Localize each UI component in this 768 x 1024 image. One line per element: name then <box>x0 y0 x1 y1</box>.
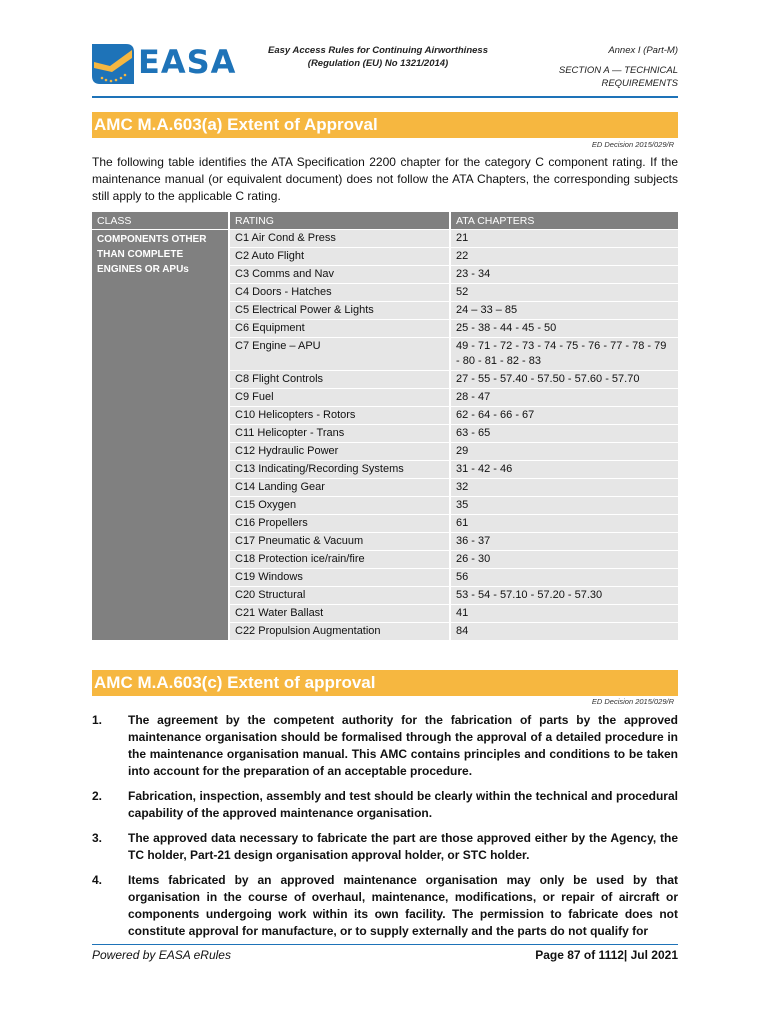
rating-cell: C18 Protection ice/rain/fire <box>229 551 450 569</box>
intro-paragraph: The following table identifies the ATA Specification 2200 chapter for the category C component rating. If the maintenance manual (or equivalent document) does not follow the ATA Chapters, the corresponding subjects still apply to the applicable C rating. <box>92 155 678 203</box>
list-item-number: 3. <box>92 831 103 845</box>
rating-cell: C11 Helicopter - Trans <box>229 425 450 443</box>
rating-cell: C12 Hydraulic Power <box>229 443 450 461</box>
ata-chapters-cell: 32 <box>450 479 678 497</box>
rating-cell: C13 Indicating/Recording Systems <box>229 461 450 479</box>
header-ata-chapters: ATA CHAPTERS <box>450 212 678 230</box>
rating-cell: C2 Auto Flight <box>229 248 450 266</box>
ata-chapters-cell: 31 - 42 - 46 <box>450 461 678 479</box>
document-title-line2: (Regulation (EU) No 1321/2014) <box>307 58 449 69</box>
ata-chapters-cell: 61 <box>450 515 678 533</box>
rating-cell: C17 Pneumatic & Vacuum <box>229 533 450 551</box>
rating-cell: C3 Comms and Nav <box>229 266 450 284</box>
ata-chapters-cell: 36 - 37 <box>450 533 678 551</box>
table-row <box>92 230 678 248</box>
list-item-text: Items fabricated by an approved maintenance organisation may only be used by that organisation in the course of overhaul, maintenance, modifications, or repair of aircraft or components undergoing work within its own facility. The permission to fabricate does not constitute approval for manufacture, or to supply externally and the parts do not qualify for <box>128 873 678 938</box>
section-heading-603c-text: AMC M.A.603(c) Extent of approval <box>94 673 376 692</box>
list-item <box>92 830 678 864</box>
rating-cell: C7 Engine – APU <box>229 338 450 371</box>
ata-chapters-cell: 29 <box>450 443 678 461</box>
ata-chapters-cell: 26 - 30 <box>450 551 678 569</box>
footer-powered-by: Powered by EASA eRules <box>92 948 231 962</box>
ata-chapters-cell: 28 - 47 <box>450 389 678 407</box>
class-cell: COMPONENTS OTHER THAN COMPLETE ENGINES OR APUs <box>92 230 229 641</box>
list-item <box>92 712 678 780</box>
rating-cell: C22 Propulsion Augmentation <box>229 623 450 641</box>
table-header-row <box>92 212 678 230</box>
rating-cell: C20 Structural <box>229 587 450 605</box>
logo-wordmark: EASA <box>138 43 237 81</box>
annex-label: Annex I (Part-M) <box>608 45 678 56</box>
list-item-number: 4. <box>92 873 103 887</box>
section-heading-603c <box>92 670 678 696</box>
list-item <box>92 872 678 940</box>
rating-cell: C16 Propellers <box>229 515 450 533</box>
list-item-text: Fabrication, inspection, assembly and test should be clearly within the technical and procedural capability of the approved maintenance organisation. <box>128 789 678 820</box>
ata-chapters-cell: 56 <box>450 569 678 587</box>
ata-chapters-cell: 63 - 65 <box>450 425 678 443</box>
list-item-text: The approved data necessary to fabricate the part are those approved either by the Agency, the TC holder, Part-21 design organisation approval holder, or STC holder. <box>128 831 678 862</box>
document-title <box>252 44 504 70</box>
rating-cell: C5 Electrical Power & Lights <box>229 302 450 320</box>
document-title-line1: Easy Access Rules for Continuing Airworthiness <box>268 45 488 56</box>
ata-chapters-cell: 27 - 55 - 57.40 - 57.50 - 57.60 - 57.70 <box>450 371 678 389</box>
rating-cell: C9 Fuel <box>229 389 450 407</box>
ata-chapters-cell: 62 - 64 - 66 - 67 <box>450 407 678 425</box>
ed-decision-603c: ED Decision 2015/029/R <box>591 697 674 706</box>
easa-logo-icon <box>92 42 136 86</box>
list-item-number: 2. <box>92 789 103 803</box>
section-line1: SECTION A — TECHNICAL <box>558 65 678 76</box>
ata-chapters-cell: 52 <box>450 284 678 302</box>
rating-cell: C8 Flight Controls <box>229 371 450 389</box>
ata-chapters-cell: 35 <box>450 497 678 515</box>
section-heading-603a <box>92 112 678 138</box>
header-rating: RATING <box>229 212 450 230</box>
rating-cell: C4 Doors - Hatches <box>229 284 450 302</box>
section-reference <box>508 44 678 90</box>
rating-cell: C6 Equipment <box>229 320 450 338</box>
ata-chapters-cell: 24 – 33 – 85 <box>450 302 678 320</box>
section-line2: REQUIREMENTS <box>601 78 678 89</box>
list-item-text: The agreement by the competent authority for the fabrication of parts by the approved maintenance organisation should be formalised through the approval of a detailed procedure in the maintenance organisation manual. This AMC contains principles and conditions to be taken into account for the preparation of an acceptable procedure. <box>128 713 678 778</box>
ata-chapters-cell: 22 <box>450 248 678 266</box>
header-divider <box>92 96 678 98</box>
header-class: CLASS <box>92 212 229 230</box>
easa-logo <box>92 42 237 86</box>
rating-cell: C10 Helicopters - Rotors <box>229 407 450 425</box>
ata-chapters-cell: 84 <box>450 623 678 641</box>
rating-cell: C15 Oxygen <box>229 497 450 515</box>
ata-chapter-table <box>92 212 678 641</box>
ata-chapters-cell: 21 <box>450 230 678 248</box>
list-item-number: 1. <box>92 713 103 727</box>
ata-chapters-cell: 41 <box>450 605 678 623</box>
section-heading-603a-text: AMC M.A.603(a) Extent of Approval <box>94 115 378 134</box>
rating-cell: C19 Windows <box>229 569 450 587</box>
rating-cell: C14 Landing Gear <box>229 479 450 497</box>
rating-cell: C21 Water Ballast <box>229 605 450 623</box>
rating-cell: C1 Air Cond & Press <box>229 230 450 248</box>
ata-chapters-cell: 25 - 38 - 44 - 45 - 50 <box>450 320 678 338</box>
numbered-list <box>92 712 678 948</box>
page-header <box>92 40 678 96</box>
list-item <box>92 788 678 822</box>
ata-chapters-cell: 53 - 54 - 57.10 - 57.20 - 57.30 <box>450 587 678 605</box>
ata-chapters-cell: 49 - 71 - 72 - 73 - 74 - 75 - 76 - 77 - 78 - 79 - 80 - 81 - 82 - 83 <box>450 338 678 371</box>
footer-page-number: Page 87 of 1112| Jul 2021 <box>535 948 678 962</box>
ed-decision-603a: ED Decision 2015/029/R <box>591 140 674 149</box>
ata-chapters-cell: 23 - 34 <box>450 266 678 284</box>
footer-divider <box>92 944 678 945</box>
